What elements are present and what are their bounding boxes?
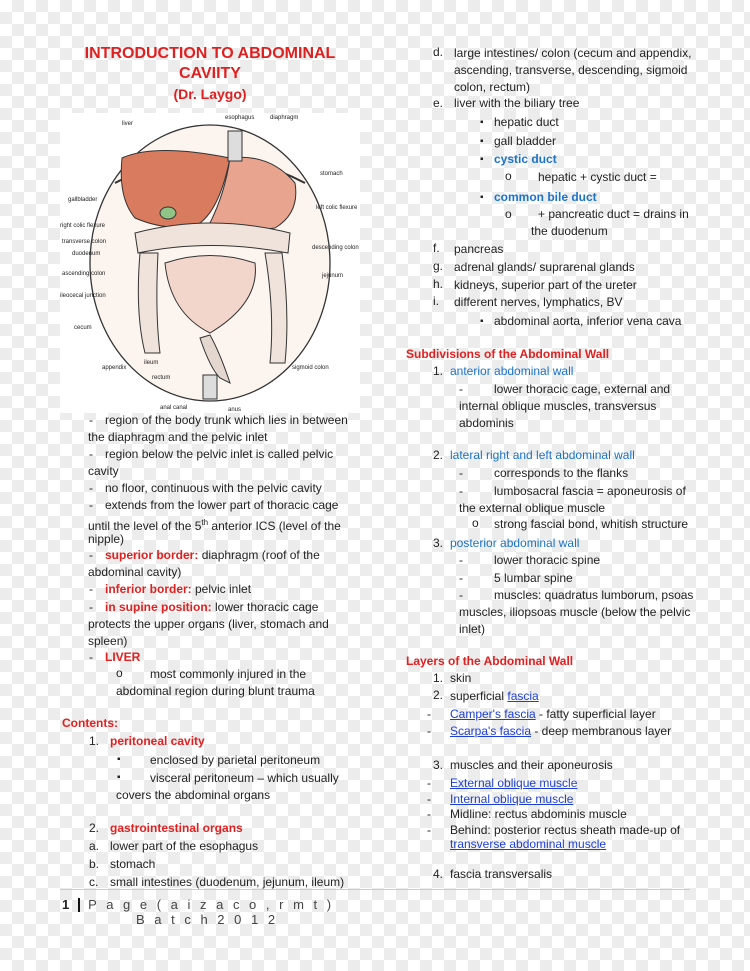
r-f-letter: f. xyxy=(433,241,440,255)
l3b-dash: - xyxy=(427,792,431,806)
label-jejunum: jejunum xyxy=(322,273,344,279)
doc-title xyxy=(60,45,360,102)
def-text: no floor, continuous with the pelvic cavity xyxy=(105,481,322,495)
c2-item-letter: b. xyxy=(89,857,100,871)
l2a: Camper's fascia - fatty superficial layer xyxy=(450,707,656,721)
r-g-letter: g. xyxy=(433,259,444,273)
label-sigmoid: sigmoid colon xyxy=(292,365,329,371)
label-descending-colon: descending colon xyxy=(312,245,359,251)
title-line1: INTRODUCTION TO ABDOMINAL xyxy=(84,45,336,62)
c2-item-letter: a. xyxy=(89,839,100,853)
cbd-note: + pancreatic duct = drains in xyxy=(538,207,689,221)
footer-text: P a g e ( a i z a c o , r m t ) xyxy=(88,897,335,912)
square-bullet: ▪ xyxy=(480,316,484,327)
footer-batch: B a t c h 2 0 1 2 xyxy=(136,912,279,927)
abdominal-figure xyxy=(60,113,360,413)
s3-d2: 5 lumbar spine xyxy=(494,571,573,585)
s2-d2b: the external oblique muscle xyxy=(459,501,606,515)
cystic-duct: cystic duct xyxy=(494,152,557,166)
cystic-bullet: o xyxy=(505,169,512,183)
label-rectum: rectum xyxy=(152,375,171,381)
s3-dash: - xyxy=(459,588,463,602)
s2-dash: - xyxy=(459,466,463,480)
r-e-letter: e. xyxy=(433,96,444,110)
square-bullet: ▪ xyxy=(117,772,121,783)
def-text: extends from the lower part of thoracic cage xyxy=(105,498,339,512)
label-diaphragm: diaphragm xyxy=(270,115,299,121)
liver-text: most commonly injured in the xyxy=(150,667,307,681)
c2-item: lower part of the esophagus xyxy=(110,839,259,853)
lateral-wall: lateral right and left abdominal wall xyxy=(450,448,635,462)
s1-num: 1. xyxy=(433,364,444,378)
page-number: 1 xyxy=(62,897,70,912)
liver-dash: - xyxy=(89,650,93,664)
anterior-wall: anterior abdominal wall xyxy=(450,364,574,378)
supine-cont: protects the upper organs (liver, stomach and xyxy=(88,617,329,631)
liver-cont: abdominal region during blunt trauma xyxy=(116,684,315,698)
c1-label: peritoneal cavity xyxy=(110,734,205,748)
c2-item: small intestines (duodenum, jejunum, ileum) xyxy=(110,875,345,889)
l3-text: muscles and their aponeurosis xyxy=(450,758,613,772)
l2b-dash: - xyxy=(427,724,431,738)
s1-dash: - xyxy=(459,382,463,396)
s1-text: lower thoracic cage, external and xyxy=(494,382,671,396)
c1-s2-cont: covers the abdominal organs xyxy=(116,788,271,802)
r-h-letter: h. xyxy=(433,277,444,291)
r-h-text: kidneys, superior part of the ureter xyxy=(454,278,637,292)
l2-num: 2. xyxy=(433,688,444,702)
external-oblique-link[interactable]: External oblique muscle xyxy=(450,776,578,790)
s2-d1: corresponds to the flanks xyxy=(494,466,629,480)
campers-fascia-link[interactable]: Camper's fascia xyxy=(450,707,536,721)
label-liver: liver xyxy=(122,121,134,127)
s2-d2: lumbosacral fascia = aponeurosis of xyxy=(494,484,686,498)
r-i-letter: i. xyxy=(433,294,439,308)
s2-o: o xyxy=(472,516,479,530)
def-text: cavity xyxy=(88,464,119,478)
label-transverse-colon: transverse colon xyxy=(62,239,107,245)
fascia-link[interactable]: fascia xyxy=(507,689,539,703)
cbd-bullet: o xyxy=(505,207,512,221)
square-bullet: ▪ xyxy=(480,117,484,128)
l3c-dash: - xyxy=(427,807,431,821)
def-dash: - xyxy=(89,498,93,512)
s2-o-text: strong fascial bond, whitish structure xyxy=(494,517,689,531)
label-stomach: stomach xyxy=(320,171,343,177)
l1-num: 1. xyxy=(433,671,444,685)
l4-num: 4. xyxy=(433,867,444,881)
s3-d3: muscles: quadratus lumborum, psoas xyxy=(494,588,694,602)
internal-oblique-link[interactable]: Internal oblique muscle xyxy=(450,792,574,806)
common-bile-duct: common bile duct xyxy=(494,190,597,204)
label-anus: anus xyxy=(228,407,242,413)
cbd-note: the duodenum xyxy=(531,224,608,238)
s2-dash: - xyxy=(459,484,463,498)
scarpas-fascia-link[interactable]: Scarpa's fascia xyxy=(450,724,531,738)
subdivisions-heading: Subdivisions of the Abdominal Wall xyxy=(406,347,610,361)
posterior-wall: posterior abdominal wall xyxy=(450,536,580,550)
r-d-text: large intestines/ colon (cecum and appendix, xyxy=(454,46,692,60)
label-ileocecal: ileocecal junction xyxy=(60,293,106,299)
r-e-text: liver with the biliary tree xyxy=(454,96,580,110)
title-line2: CAVIITY xyxy=(179,65,241,82)
c2-num: 2. xyxy=(89,821,100,835)
l3c: Midline: rectus abdominis muscle xyxy=(450,807,627,821)
def-dash: - xyxy=(89,447,93,461)
def-text: region of the body trunk which lies in between xyxy=(105,413,348,427)
l3d: Behind: posterior rectus sheath made-up of xyxy=(450,823,681,837)
superior-cont: abdominal cavity) xyxy=(88,565,182,579)
transverse-abdominal-link[interactable]: transverse abdominal muscle xyxy=(450,837,607,851)
l3-num: 3. xyxy=(433,758,444,772)
aorta: abdominal aorta, inferior vena cava xyxy=(494,314,682,328)
s2-num: 2. xyxy=(433,448,444,462)
superior-border: superior border: diaphragm (roof of the xyxy=(105,548,320,562)
cystic-note: hepatic + cystic duct = xyxy=(538,170,657,184)
c1-s1: enclosed by parietal peritoneum xyxy=(150,753,321,767)
s1-text: abdominis xyxy=(459,416,514,430)
l3a-dash: - xyxy=(427,776,431,790)
label-left-colic: left colic flexure xyxy=(316,205,358,211)
inferior-dash: - xyxy=(89,582,93,596)
def-text: nipple) xyxy=(88,532,125,546)
liver-label: LIVER xyxy=(105,650,141,664)
def-text: until the level of the 5th anterior ICS (level of the xyxy=(88,518,341,533)
label-appendix: appendix xyxy=(102,365,127,371)
r-d-text: colon, rectum) xyxy=(454,80,531,94)
r-i-text: different nerves, lymphatics, BV xyxy=(454,295,623,309)
layers-heading: Layers of the Abdominal Wall xyxy=(406,654,574,668)
l3d-dash: - xyxy=(427,823,431,837)
l2-text: superficial fascia xyxy=(450,689,539,703)
superior-dash: - xyxy=(89,548,93,562)
l1-text: skin xyxy=(450,671,472,685)
l2a-dash: - xyxy=(427,707,431,721)
c2-label: gastrointestinal organs xyxy=(110,821,243,835)
square-bullet: ▪ xyxy=(480,136,484,147)
label-cecum: cecum xyxy=(74,325,92,331)
def-dash: - xyxy=(89,413,93,427)
l2b: Scarpa's fascia - deep membranous layer xyxy=(450,724,672,738)
label-ileum: ileum xyxy=(144,360,159,366)
c2-item: stomach xyxy=(110,857,156,871)
s3-dash: - xyxy=(459,571,463,585)
supine-position: in supine position: lower thoracic cage xyxy=(105,600,319,614)
square-bullet: ▪ xyxy=(480,192,484,203)
author: (Dr. Laygo) xyxy=(173,86,247,102)
c2-item-letter: c. xyxy=(89,875,99,889)
s1-text: internal oblique muscles, transversus xyxy=(459,399,657,413)
liver-bullet: o xyxy=(116,666,123,680)
supine-cont: spleen) xyxy=(88,634,128,648)
label-esophagus: esophagus xyxy=(225,115,255,121)
label-right-colic: right colic flexure xyxy=(60,223,106,229)
label-gallbladder: gallbladder xyxy=(68,197,98,203)
footer-divider xyxy=(78,898,80,912)
s3-num: 3. xyxy=(433,536,444,550)
c1-s2: visceral peritoneum – which usually xyxy=(150,771,339,785)
r-d-letter: d. xyxy=(433,45,444,59)
hepatic-duct: hepatic duct xyxy=(494,115,559,129)
label-duodenum: duodenum xyxy=(72,251,101,257)
contents-heading: Contents: xyxy=(62,716,118,730)
def-text: region below the pelvic inlet is called pelvic xyxy=(105,447,334,461)
footer-rule xyxy=(60,889,690,890)
s3-d3b: muscles, iliopsoas muscle (below the pelvic xyxy=(459,605,691,619)
square-bullet: ▪ xyxy=(480,154,484,165)
c1-num: 1. xyxy=(89,734,100,748)
def-text: the diaphragm and the pelvic inlet xyxy=(88,430,268,444)
r-g-text: adrenal glands/ suprarenal glands xyxy=(454,260,635,274)
r-d-text: ascending, transverse, descending, sigmoid xyxy=(454,63,688,77)
supine-dash: - xyxy=(89,600,93,614)
label-ascending-colon: ascending colon xyxy=(62,271,106,277)
s3-d3c: inlet) xyxy=(459,622,486,636)
inferior-border: inferior border: pelvic inlet xyxy=(105,582,252,596)
s3-dash: - xyxy=(459,553,463,567)
l4-text: fascia transversalis xyxy=(450,867,553,881)
s3-d1: lower thoracic spine xyxy=(494,553,601,567)
def-dash: - xyxy=(89,481,93,495)
gall-bladder: gall bladder xyxy=(494,134,557,148)
r-f-text: pancreas xyxy=(454,242,504,256)
square-bullet: ▪ xyxy=(117,754,121,765)
label-anal-canal: anal canal xyxy=(160,405,188,411)
